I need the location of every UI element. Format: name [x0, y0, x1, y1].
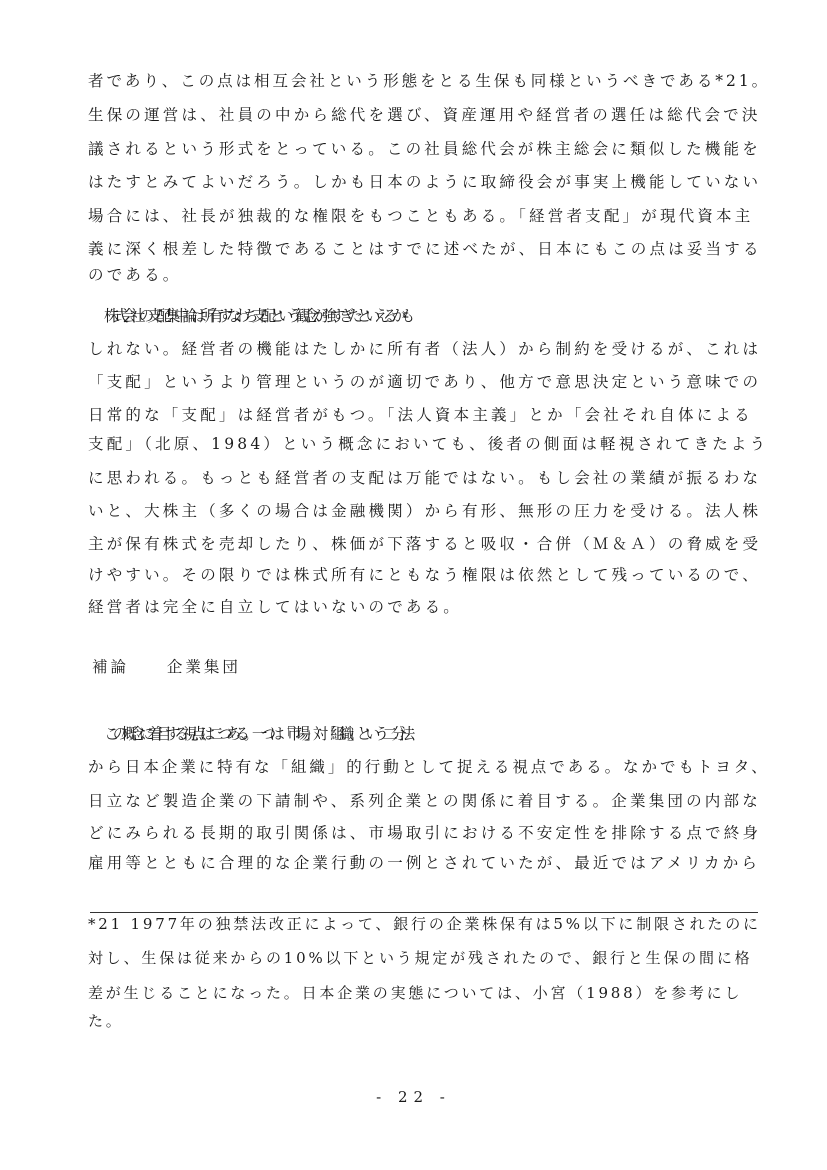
- paragraph3-line: から日本企業に特有な「組織」的行動として捉える視点である。なかでもトヨタ、: [88, 758, 770, 776]
- paragraph2-line: 経営者は完全に自立してはいないのである。: [88, 598, 463, 616]
- paragraph2-line: 日常的な「支配」は経営者がもつ。「法人資本主義」とか「会社それ自体による: [88, 406, 753, 424]
- page-number: - 22 -: [376, 1088, 451, 1106]
- paragraph3-line: どにみられる長期的取引関係は、市場取引における不安定性を排除する点で終身: [88, 824, 762, 842]
- footnote-line: 対し、生保は従来からの10%以下という規定が残されたので、銀行と生保の間に格: [88, 949, 753, 967]
- heading-title: 企業集団: [166, 658, 241, 676]
- paragraph2-line: しれない。経営者の機能はたしかに所有者（法人）から制約を受けるが、これは: [88, 340, 762, 358]
- paragraph1-line: 生保の運営は、社員の中から総代を選び、資産運用や経営者の選任は総代会で決: [88, 106, 761, 124]
- paragraph1-line: 議されるという形式をとっている。この社員総代会が株主総会に類似した機能を: [88, 140, 761, 158]
- paragraph1-line: 義に深く根差した特徴であることはすでに述べたが、日本にもこの点は妥当する: [88, 240, 762, 258]
- footnote-line: *21 1977年の独禁法改正によって、銀行の企業株保有は5%以下に制限されたのに: [88, 915, 761, 933]
- paragraph2-line: 株式会社の支配集中論は所有すなわち支配という観念が強すぎたといえるかも: [104, 307, 409, 325]
- paragraph2-line: いと、大株主（多くの場合は金融機関）から有形、無形の圧力を受ける。法人株: [88, 502, 762, 520]
- paragraph1-line: 場合には、社長が独裁的な権限をもつこともある。「経営者支配」が現代資本主: [88, 207, 754, 225]
- paragraph2-line: 支配」（北原、1984）という概念においても、後者の側面は軽視されてきたよう: [88, 435, 769, 453]
- paragraph1-line: 者であり、この点は相互会社という形態をとる生保も同様というべきである*21。: [88, 72, 771, 90]
- footnote-divider: [90, 912, 758, 913]
- paragraph1-line: のである。: [88, 266, 182, 284]
- paragraph2-line: 「支配」というより管理というのが適切であり、他方で意思決定という意味での: [88, 373, 762, 391]
- paragraph1-line: はたすとみてよいだろう。しかも日本のように取締役会が事実上機能していない: [88, 173, 762, 191]
- paragraph2-line: けやすい。その限りでは株式所有にともなう権限は依然として残っているので、: [88, 566, 761, 584]
- heading-label: 補論: [92, 658, 130, 676]
- paragraph3-line: 雇用等とともに合理的な企業行動の一例とされていたが、最近ではアメリカから: [88, 854, 761, 872]
- section-heading: [92, 655, 241, 677]
- footnote-line: 差が生じることになった。日本企業の実態については、小宮（1988）を参考にし: [88, 984, 743, 1002]
- paragraph3-line: 日立など製造企業の下請制や、系列企業との関係に着目する。企業集団の内部な: [88, 792, 761, 810]
- footnote-line: た。: [88, 1012, 124, 1030]
- paragraph2-line: 主が保有株式を売却したり、株価が下落すると吸収・合併（Ｍ＆Ａ）の脅威を受: [88, 535, 762, 553]
- paragraph2-line: に思われる。もっとも経営者の支配は万能ではない。もし会社の業績が振るわな: [88, 469, 762, 487]
- paragraph3-line: この概念に着目する視点は二つある。一つは「市場」対「組織」という二分法: [104, 725, 409, 743]
